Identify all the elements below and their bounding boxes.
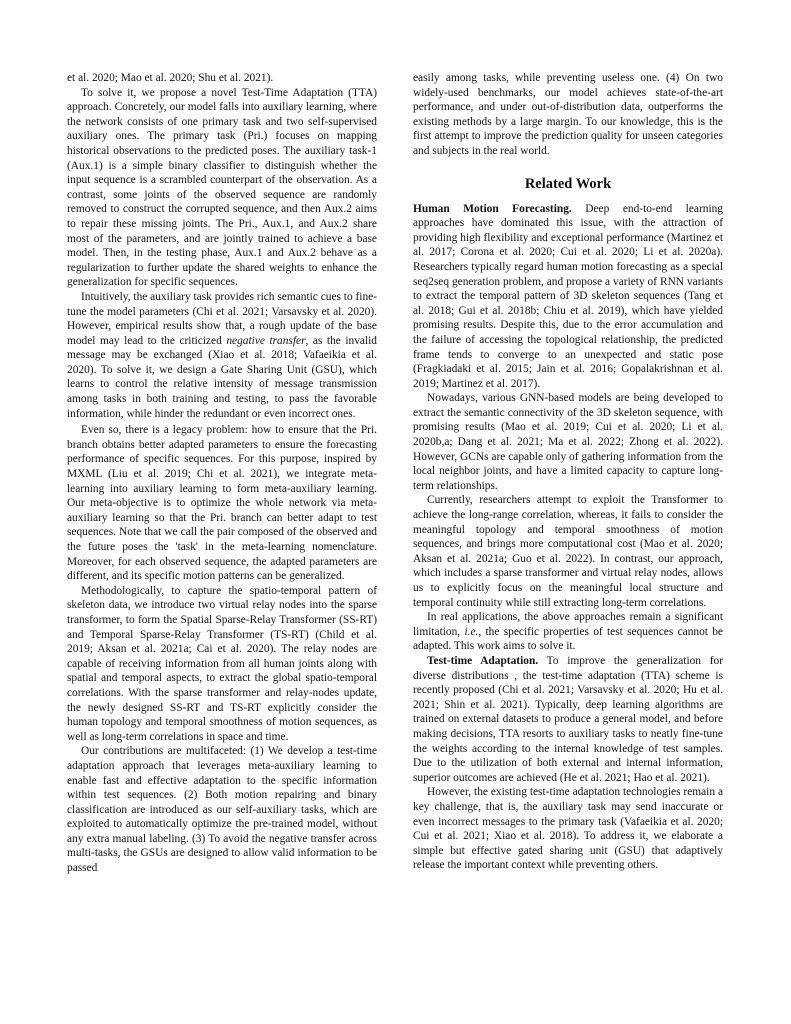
- text-run: , as the invalid message may be exchanged (Xiao et al. 2018; Vafaeikia et al. 2020). To solve it, we design a Gate Sharing Unit (GSU), which learns to control the relative intensity of message transmission among tasks in both training and testing, to pass the favorable information, while hinder the redundant or even incorrect ones.: [67, 334, 377, 420]
- emphasis-negative-transfer: negative transfer: [226, 334, 306, 347]
- paragraph-contributions: Our contributions are multifaceted: (1) We develop a test-time adaptation approach that leverages meta-auxiliary learning to enable fast and effective adaptation to the specific information within test sequences. (2) Both motion repairing and binary classification are introduced as our self-auxiliary tasks, which are exploited to automatically optimize the pre-trained model, without any extra manual labeling. (3) To avoid the negative transfer across multi-tasks, the GSUs are designed to allow valid information to be passed: [67, 745, 377, 875]
- paragraph-human-motion-forecasting: [413, 202, 723, 392]
- runin-heading-tta: Test-time Adaptation.: [427, 654, 539, 667]
- paragraph-methodology: Methodologically, to capture the spatio-temporal pattern of skeleton data, we introduce two virtual relay nodes into the sparse transformer, to form the Spatial Sparse-Relay Transformer (SS-RT) and Temporal Sparse-Relay Transformer (TS-RT) (Child et al. 2019; Aksan et al. 2021a; Cai et al. 2020). The relay nodes are capable of receiving information from all human joints along with spatial and temporal aspects, to extract the global spatio-temporal correlations. With the sparse transformer and relay-nodes update, the newly designed SS-RT and TS-RT explicitly consider the human topology and temporal smoothness of motion sequences, as well as long-term correlations in space and time.: [67, 584, 377, 743]
- text-run: Deep end-to-end learning approaches have dominated this issue, with the attraction of providing high flexibility and exceptional performance (Martinez et al. 2017; Corona et al. 2020; Cui et al. 2020; Li et al. 2020a). Researchers typically regard human motion forecasting as a special seq2seq generation problem, and propose a variety of RNN variants to extract the temporal pattern of 3D skeleton sequences (Tang et al. 2018; Gui et al. 2018b; Chiu et al. 2019), which have yielded promising results. Despite this, due to the error accumulation and the failure of accessing the topological relationship, the predicted frame tends to converge to an unexpected and static pose (Fragkiadaki et al. 2015; Jain et al. 2016; Gopalakrishnan et al. 2019; Martinez et al. 2017).: [413, 202, 723, 390]
- text-run: To improve the generalization for diverse distributions , the test-time adaptation (TTA) scheme is recently proposed (Chi et al. 2021; Varsavsky et al. 2020; Hu et al. 2021; Shin et al. 2021). Typically, deep learning algorithms are trained on external datasets to produce a general model, and before making decisions, TTA resorts to auxiliary tasks to neatly fine-tune the weights according to the internal knowledge of test samples. Due to the utilization of both external and internal information, superior outcomes are achieved (He et al. 2021; Hao et al. 2021).: [413, 654, 723, 784]
- paragraph-legacy-problem: Even so, there is a legacy problem: how to ensure that the Pri. branch obtains better adapted parameters to ensure the forecasting performance of specific sequences. For this purpose, inspired by MXML (Liu et al. 2019; Chi et al. 2021), we integrate meta-learning into auxiliary learning to form meta-auxiliary learning. Our meta-objective is to optimize the whole network via meta-auxiliary learning so that the Pri. branch can better adapt to test sequences. Note that we call the pair composed of the observed and the future poses the 'task' in the meta-learning nomenclature. Moreover, for each observed sequence, the adapted parameters are different, and its specific motion patterns can be generalized.: [67, 424, 377, 583]
- paragraph-approach: To solve it, we propose a novel Test-Time Adaptation (TTA) approach. Concretely, our model falls into auxiliary learning, where the network consists of one primary task and two self-supervised auxiliary ones. The primary task (Pri.) focuses on mapping historical observations to the predicted poses. The auxiliary task-1 (Aux.1) is a simple binary classifier to distinguish whether the input sequence is a scrambled counterpart of the observation. As a contrast, some joints of the observed sequence are randomly removed to construct the corrupted sequence, and then Aux.2 aims to repair these missing joints. The Pri., Aux.1, and Aux.2 share most of the parameters, and are jointly trained to achieve a base model. Then, in the testing phase, Aux.1 and Aux.2 behave as a regularization to further update the shared weights to enhance the generalization for specific sequences.: [67, 86, 377, 289]
- paragraph-however: However, the existing test-time adaptation technologies remain a key challenge, that is, the auxiliary task may send inaccurate or even incorrect messages to the primary task (Vafaeikia et al. 2020; Cui et al. 2021; Xiao et al. 2018). To address it, we elaborate a simple but effective gated sharing unit (GSU) that adaptively release the important context while preventing others.: [413, 786, 723, 872]
- paragraph-real-applications: [413, 610, 723, 654]
- paragraph-intuition: [67, 290, 377, 421]
- section-heading-related-work: Related Work: [524, 175, 612, 192]
- paragraph-transformer: Currently, researchers attempt to exploit the Transformer to achieve the long-range correlation, whereas, it fails to consider the meaningful topology and temporal smoothness of motion sequences, and brings more computational cost (Mao et al. 2020; Aksan et al. 2021a; Guo et al. 2022). In contrast, our approach, which includes a sparse transformer and virtual relay nodes, allows us to explicitly focus on the meaningful local structure and temporal continuity while still extracting long-term correlations.: [413, 494, 723, 609]
- paragraph-contributions-continued: easily among tasks, while preventing useless one. (4) On two widely-used benchmarks, our model achieves state-of-the-art performance, and under out-of-distribution data, outperforms the existing methods by a large margin. To our knowledge, this is the first attempt to improve the prediction quality for unseen categories and subjects in the real world.: [413, 72, 723, 157]
- left-column: [67, 71, 377, 876]
- paragraph-test-time-adaptation: [413, 654, 723, 785]
- text-run: Intuitively, the auxiliary task provides rich semantic cues to fine-tune the model parameters (Chi et al. 2021; Varsavsky et al. 2020). However, empirical results show that, a rough update of the base model may lead to the criticized: [67, 290, 377, 347]
- right-column: [413, 71, 723, 873]
- paragraph-gnn: Nowadays, various GNN-based models are being developed to extract the semantic connectivity of the 3D skeleton sequence, with promising results (Mao et al. 2019; Cui et al. 2020; Li et al. 2020b,a; Dang et al. 2021; Ma et al. 2022; Zhong et al. 2022). However, GCNs are capable only of gathering information from the local neighbor joints, and have a limited capacity to capture long-term relationships.: [413, 392, 723, 492]
- text-run: In real applications, the above approaches remain a significant limitation,: [413, 611, 723, 638]
- text-run: , the specific properties of test sequences cannot be adapted. This work aims to solve it.: [413, 625, 723, 653]
- paragraph-continuation: et al. 2020; Mao et al. 2020; Shu et al. 2021).: [67, 72, 274, 84]
- emphasis-ie: i.e.: [464, 625, 479, 638]
- runin-heading-hmf: Human Motion Forecasting.: [413, 202, 572, 215]
